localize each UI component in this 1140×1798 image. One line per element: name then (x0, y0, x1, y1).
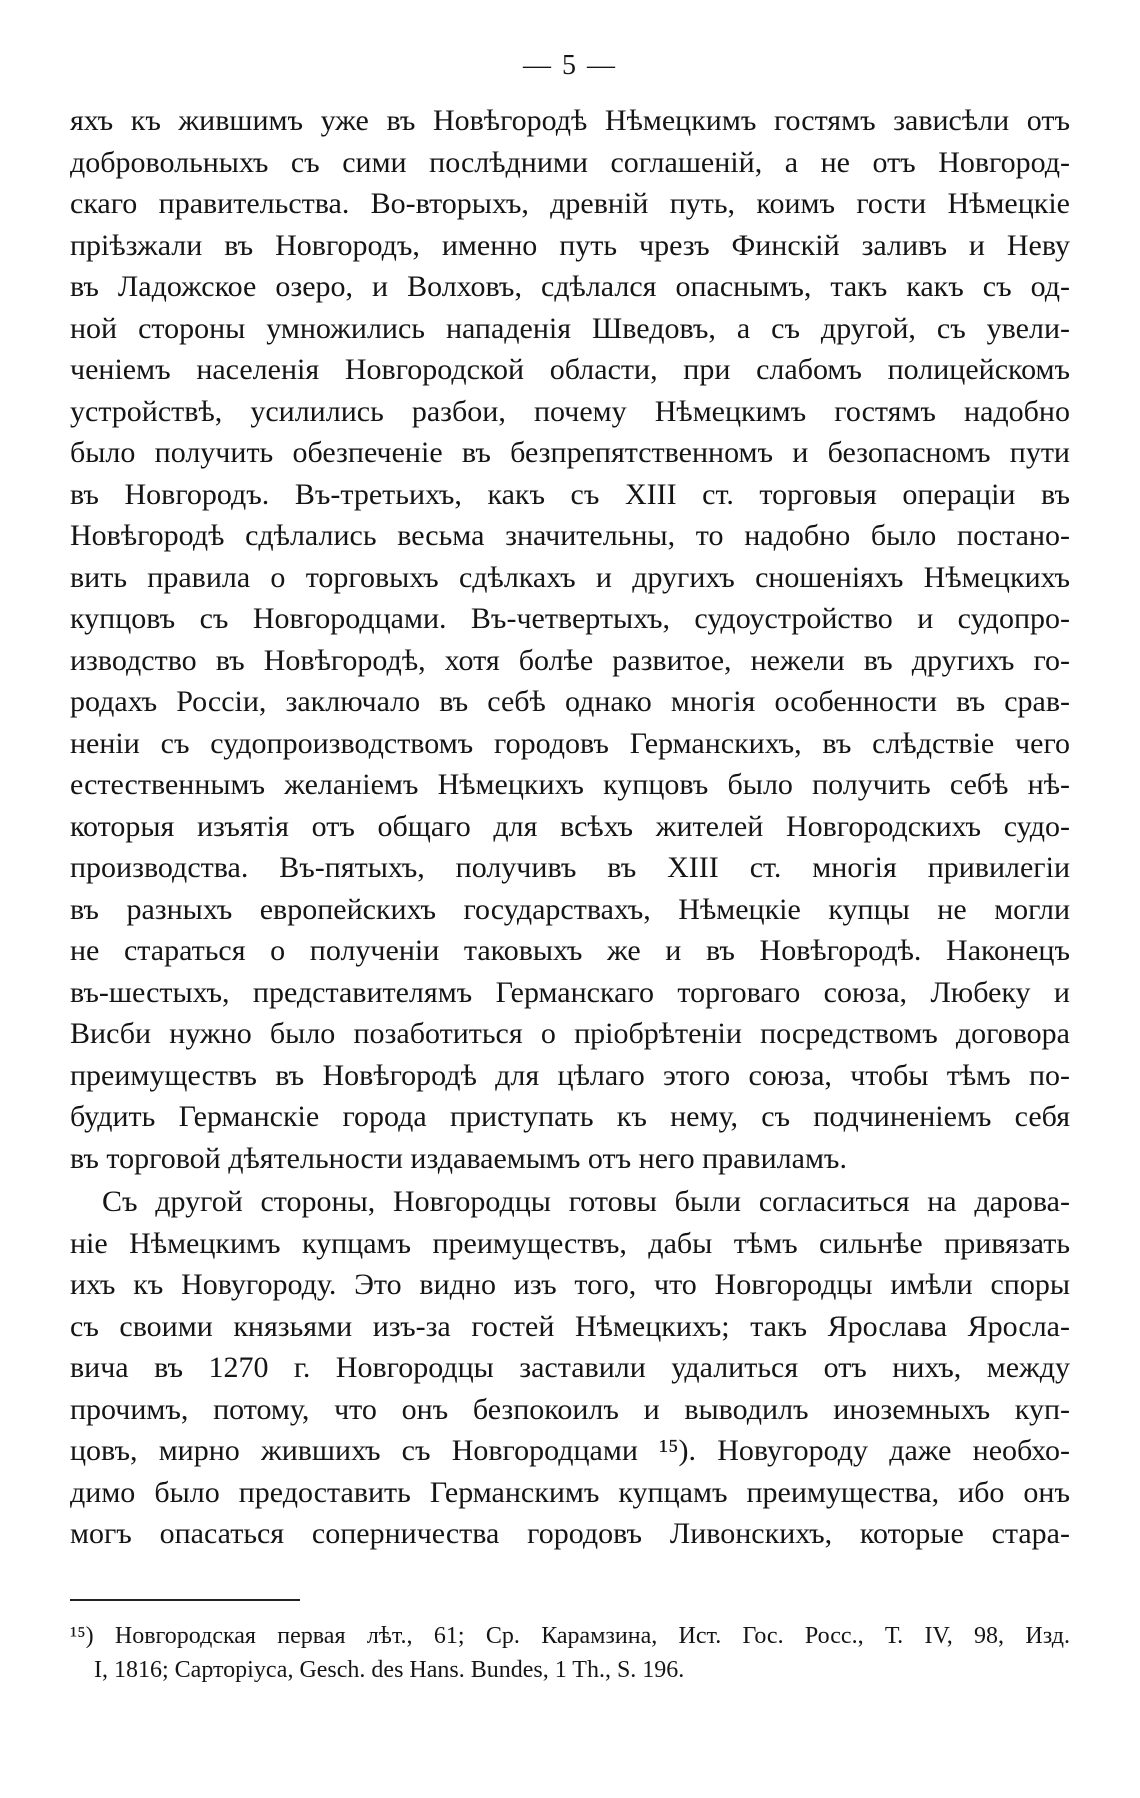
text-line: устройствѣ, усилились разбои, почему Нѣмецкимъ гостямъ надобно (70, 394, 1070, 428)
text-line: ченіемъ населенія Новгородской области, при слабомъ полицейскомъ (70, 353, 1070, 386)
text-line: въ торговой дѣятельности издаваемымъ отъ него правиламъ. (70, 1141, 847, 1175)
text-line: прочимъ, потому, что онъ безпокоилъ и выводилъ иноземныхъ куп- (70, 1392, 1070, 1426)
text-line: ной стороны умножились нападенія Шведовъ, а съ другой, съ увели- (70, 311, 1070, 345)
text-line: вича въ 1270 г. Новгородцы заставили удалиться отъ нихъ, между (70, 1351, 1070, 1384)
text-line: которыя изъятія отъ общаго для всѣхъ жителей Новгородскихъ судо- (70, 809, 1070, 843)
text-line: будить Германскіе города приступать къ нему, съ подчиненіемъ себя (70, 1100, 1070, 1133)
text-line: неніи съ судопроизводствомъ городовъ Германскихъ, въ слѣдствіе чего (70, 726, 1070, 760)
text-line: пріѣзжали въ Новгородъ, именно путь чрезъ Финскій заливъ и Неву (70, 228, 1070, 262)
text-line: яхъ къ жившимъ уже въ Новѣгородѣ Нѣмецкимъ гостямъ зависѣли отъ (70, 104, 1070, 137)
text-line: въ Ладожское озеро, и Волховъ, сдѣлался опаснымъ, такъ какъ съ од- (70, 270, 1070, 303)
text-line: изводство въ Новѣгородѣ, хотя болѣе развитое, нежели въ другихъ го- (70, 643, 1070, 677)
text-line: съ своими князьями изъ-за гостей Нѣмецкихъ; такъ Ярослава Яросла- (70, 1309, 1070, 1343)
text-line: не стараться о полученіи таковыхъ же и въ Новѣгородѣ. Наконецъ (70, 934, 1070, 967)
text-line: могъ опасаться соперничества городовъ Ливонскихъ, которые стара- (70, 1517, 1070, 1550)
footnote-line: I, 1816; Сарторіуса, Gesch. des Hans. Bundes, 1 Th., S. 196. (94, 1656, 685, 1683)
text-line: Новѣгородѣ сдѣлались весьма значительны, то надобно было постано- (70, 519, 1070, 552)
text-line: димо было предоставить Германскимъ купцамъ преимущества, ибо онъ (70, 1475, 1070, 1509)
text-line: ніе Нѣмецкимъ купцамъ преимуществъ, дабы тѣмъ сильнѣе привязать (70, 1226, 1070, 1260)
document-page (70, 40, 1070, 1687)
text-line: родахъ Россіи, заключало въ себѣ однако многія особенности въ срав- (70, 685, 1070, 718)
text-line: въ-шестыхъ, представителямъ Германскаго торговаго союза, Любеку и (70, 975, 1070, 1009)
text-line: купцовъ съ Новгородцами. Въ-четвертыхъ, судоустройство и судопро- (70, 602, 1070, 635)
text-line: производства. Въ-пятыхъ, получивъ въ XIII ст. многія привилегіи (70, 851, 1070, 884)
text-line: добровольныхъ съ сими послѣдними соглашеній, а не отъ Новгород- (70, 145, 1070, 179)
footnote-line: ¹⁵) Новгородская первая лѣт., 61; Ср. Карамзина, Ист. Гос. Росс., Т. IV, 98, Изд. (70, 1622, 1070, 1649)
text-line: Висби нужно было позаботиться о пріобрѣтеніи посредствомъ договора (70, 1017, 1070, 1050)
text-line: ихъ къ Новугороду. Это видно изъ того, что Новгородцы имѣли споры (70, 1268, 1070, 1301)
footnote-divider (70, 1599, 300, 1601)
text-line: вить правила о торговыхъ сдѣлкахъ и другихъ сношеніяхъ Нѣмецкихъ (70, 560, 1070, 594)
body-text (70, 100, 1070, 1555)
paragraph-1 (70, 100, 1070, 1179)
text-line: въ разныхъ европейскихъ государствахъ, Нѣмецкіе купцы не могли (70, 892, 1070, 926)
text-line: въ Новгородъ. Въ-третьихъ, какъ съ XIII ст. торговыя операціи въ (70, 477, 1070, 511)
paragraph-2 (70, 1181, 1070, 1555)
page-number: — 5 — (523, 50, 617, 81)
text-line: было получить обезпеченіе въ безпрепятственномъ и безопасномъ пути (70, 436, 1070, 469)
text-line: цовъ, мирно жившихъ съ Новгородцами ¹⁵). Новугороду даже необхо- (70, 1434, 1070, 1467)
text-line: Съ другой стороны, Новгородцы готовы были согласиться на дарова- (102, 1185, 1070, 1218)
text-line: преимуществъ въ Новѣгородѣ для цѣлаго этого союза, чтобы тѣмъ по- (70, 1058, 1070, 1092)
text-line: скаго правительства. Во-вторыхъ, древній путь, коимъ гости Нѣмецкіе (70, 187, 1070, 220)
footnote (70, 1619, 1070, 1687)
text-line: естественнымъ желаніемъ Нѣмецкихъ купцовъ было получить себѣ нѣ- (70, 768, 1070, 801)
